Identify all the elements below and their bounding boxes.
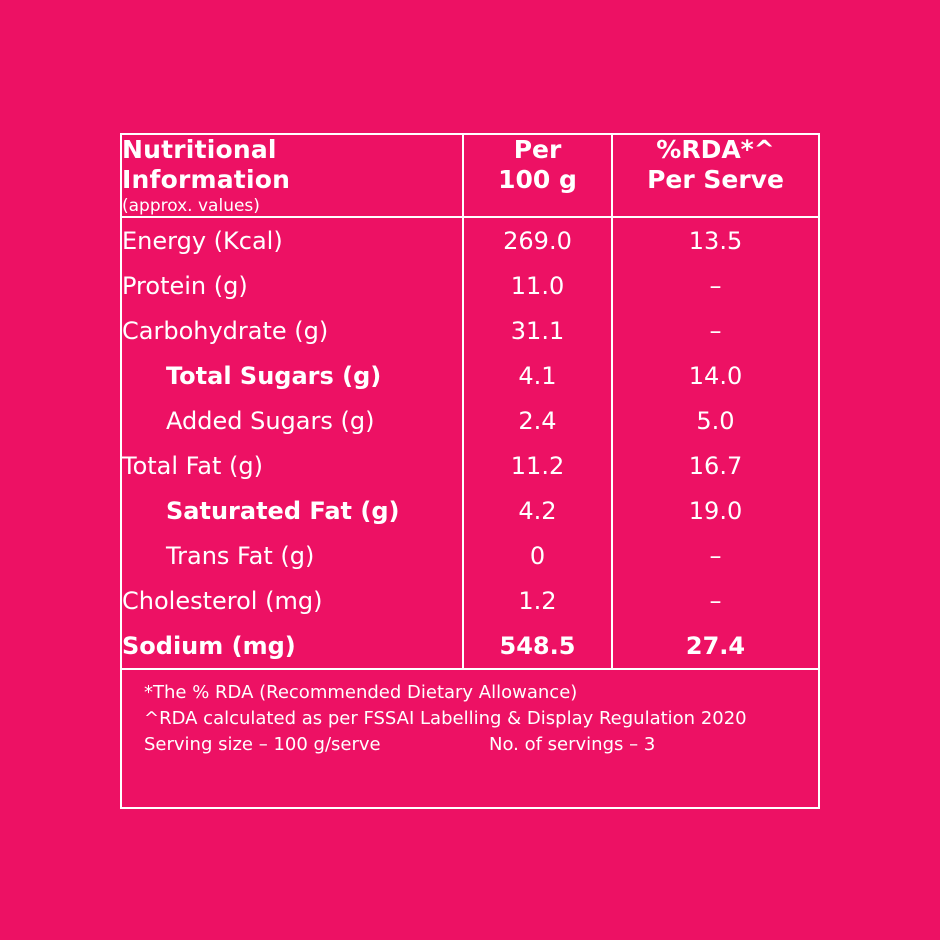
table-row	[122, 488, 818, 533]
row-label: Total Fat (g)	[122, 451, 263, 480]
row-value-per-100g: 4.2	[463, 488, 612, 533]
row-label: Cholesterol (mg)	[122, 586, 323, 615]
row-label: Carbohydrate (g)	[122, 316, 329, 345]
table-row	[122, 443, 818, 488]
table-row	[122, 353, 818, 398]
row-value-per-100g: 0	[463, 533, 612, 578]
row-value-per-100g: 11.2	[463, 443, 612, 488]
table-row	[122, 623, 818, 669]
header-cell-nutrient	[122, 135, 463, 217]
table-row	[122, 217, 818, 263]
row-label: Protein (g)	[122, 271, 248, 300]
header-per-serve-label: Per Serve	[647, 165, 784, 194]
table-body	[122, 217, 818, 669]
header-cell-per-100g	[463, 135, 612, 217]
row-value-rda: 14.0	[612, 353, 818, 398]
row-value-rda: 19.0	[612, 488, 818, 533]
row-label: Total Sugars (g)	[166, 361, 382, 390]
header-subtitle: (approx. values)	[122, 196, 260, 216]
header-per-label: Per	[513, 135, 562, 164]
table-row	[122, 308, 818, 353]
header-title-line2: Information	[122, 164, 291, 194]
row-value-per-100g: 1.2	[463, 578, 612, 623]
row-value-rda: –	[612, 578, 818, 623]
row-value-rda: 5.0	[612, 398, 818, 443]
footnotes	[122, 670, 818, 766]
footnote-rda-definition: *The % RDA (Recommended Dietary Allowance)	[144, 682, 578, 704]
row-label: Energy (Kcal)	[122, 226, 283, 255]
row-label: Added Sugars (g)	[166, 406, 375, 435]
row-value-rda: 16.7	[612, 443, 818, 488]
row-value-rda: –	[612, 263, 818, 308]
table-row	[122, 533, 818, 578]
header-100g-label: 100 g	[498, 165, 577, 194]
table-row	[122, 578, 818, 623]
footnote-rda-regulation: ^RDA calculated as per FSSAI Labelling & Display Regulation 2020	[144, 707, 747, 729]
nutrition-facts-panel	[120, 133, 820, 809]
row-value-per-100g: 11.0	[463, 263, 612, 308]
row-label: Sodium (mg)	[122, 623, 463, 669]
header-rda-label: %RDA*^	[656, 135, 775, 164]
footnote-serving-row	[144, 732, 818, 758]
row-value-per-100g: 4.1	[463, 353, 612, 398]
row-value-rda: 27.4	[612, 623, 818, 669]
table-row	[122, 263, 818, 308]
row-label: Saturated Fat (g)	[166, 496, 400, 525]
row-value-rda: –	[612, 533, 818, 578]
table-header-row	[122, 135, 818, 217]
row-value-per-100g: 548.5	[463, 623, 612, 669]
footnote-serving-size: Serving size – 100 g/serve	[144, 734, 381, 756]
row-value-rda: 13.5	[612, 217, 818, 263]
header-title-line1: Nutritional	[122, 135, 277, 164]
table-row	[122, 398, 818, 443]
row-label: Trans Fat (g)	[166, 541, 315, 570]
row-value-per-100g: 2.4	[463, 398, 612, 443]
nutrition-table	[122, 135, 818, 670]
row-value-per-100g: 269.0	[463, 217, 612, 263]
row-value-per-100g: 31.1	[463, 308, 612, 353]
footnote-servings-count: No. of servings – 3	[489, 734, 656, 756]
row-value-rda: –	[612, 308, 818, 353]
header-cell-rda	[612, 135, 818, 217]
